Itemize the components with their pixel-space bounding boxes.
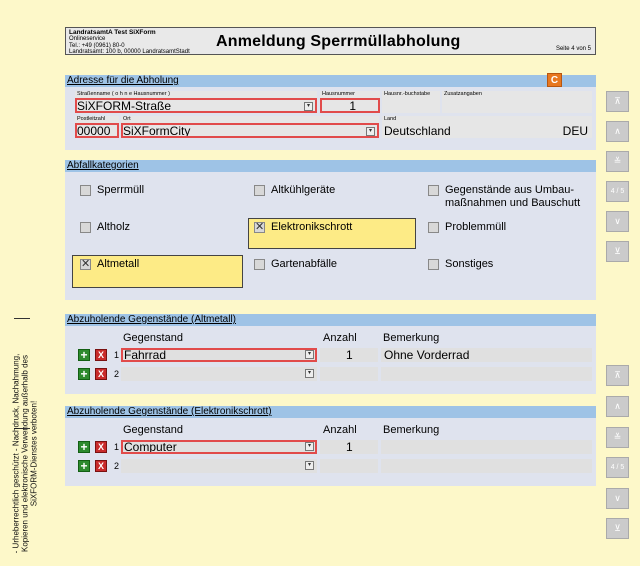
elektro-item-select[interactable]: Computer ▾ <box>121 440 317 454</box>
altmetall-note-input[interactable] <box>381 367 592 381</box>
dropdown-icon[interactable]: ▾ <box>305 442 314 451</box>
altmetall-item-select[interactable]: Fahrrad ▾ <box>121 348 317 362</box>
altmetall-note-input[interactable]: Ohne Vorderrad <box>381 348 592 362</box>
delete-row-button[interactable]: X <box>95 368 107 380</box>
checkbox-altholz[interactable] <box>80 222 91 233</box>
label-altmetall: Altmetall <box>97 258 140 270</box>
page-title: Anmeldung Sperrmüllabholung <box>216 33 461 50</box>
label-altkuehlgeraete: Altkühlgeräte <box>271 184 336 196</box>
street-dropdown-icon[interactable]: ▾ <box>304 102 313 111</box>
zip-value: 00000 <box>77 124 111 138</box>
altmetall-items-section <box>65 314 596 394</box>
altmetall-col-count: Anzahl <box>323 332 357 344</box>
checkbox-gartenabfaelle[interactable] <box>254 259 265 270</box>
nav-next-button[interactable]: ∨ <box>606 211 629 232</box>
elektro-item-select[interactable] <box>121 459 317 473</box>
zip-error-outline <box>75 123 119 138</box>
checkbox-sonstiges[interactable] <box>428 259 439 270</box>
add-row-button[interactable]: + <box>78 460 90 472</box>
country-label: Land <box>384 116 397 122</box>
label-problemmuell: Problemmüll <box>445 221 507 233</box>
housenr-suffix-label: Hausnr.-buchstabe <box>384 91 431 97</box>
checkbox-altmetall[interactable]: ✕ <box>81 258 91 270</box>
altmetall-col-item: Gegenstand <box>123 332 183 344</box>
checkbox-elektronikschrott[interactable]: ✕ <box>255 221 265 233</box>
dropdown-icon[interactable]: ▾ <box>305 461 314 470</box>
housenr-label: Hausnummer <box>322 91 356 97</box>
country-field <box>382 116 592 138</box>
row-number: 2 <box>114 369 120 379</box>
elektro-count-input[interactable]: 1 <box>320 440 378 454</box>
city-label: Ort <box>123 116 131 122</box>
elektro-col-note: Bemerkung <box>383 424 440 436</box>
street-error-outline <box>75 98 317 113</box>
nav-prev-button[interactable]: ∧ <box>606 396 629 417</box>
elektro-heading: Abzuholende Gegenstände (Elektronikschrott) <box>65 406 596 418</box>
nav-jump-button[interactable]: ≚ <box>606 427 629 448</box>
org-name: LandratsamtA Test SiXForm <box>69 29 156 36</box>
extra-info-field[interactable] <box>442 91 592 113</box>
housenr-value: 1 <box>349 99 356 113</box>
elektro-col-count: Anzahl <box>323 424 357 436</box>
altmetall-count-input[interactable]: 1 <box>320 348 378 362</box>
add-row-button[interactable]: + <box>78 368 90 380</box>
checkbox-sperrmuell[interactable] <box>80 185 91 196</box>
extra-info-label: Zusatzangaben <box>444 91 482 97</box>
item-error-outline <box>121 440 317 454</box>
nav-page-indicator: 4 / 5 <box>606 457 629 478</box>
altmetall-heading: Abzuholende Gegenstände (Altmetall) <box>65 314 596 326</box>
label-elektronikschrott: Elektronikschrott <box>271 221 353 233</box>
nav-last-button[interactable]: ⊻ <box>606 518 629 539</box>
delete-row-button[interactable]: X <box>95 349 107 361</box>
elektro-items-section <box>65 406 596 486</box>
nav-prev-button[interactable]: ∧ <box>606 121 629 142</box>
org-phone: Tel.: +49 (0961) 80-0 <box>69 42 125 49</box>
address-section <box>65 75 596 150</box>
org-address: Landratsamt: 100 b, 00000 LandratsamtStadt <box>69 48 190 55</box>
organization-info <box>69 30 190 55</box>
divider-line <box>14 318 30 319</box>
delete-row-button[interactable]: X <box>95 441 107 453</box>
country-value: Deutschland <box>384 124 451 138</box>
housenr-error-outline <box>320 98 380 113</box>
categories-heading: Abfallkategorien <box>65 160 596 172</box>
row-number: 1 <box>114 442 120 452</box>
city-field[interactable] <box>121 116 379 138</box>
row-number: 2 <box>114 461 120 471</box>
zip-field[interactable] <box>75 116 119 138</box>
elektro-note-input[interactable] <box>381 459 592 473</box>
label-altholz: Altholz <box>97 221 131 233</box>
dropdown-icon[interactable]: ▾ <box>305 369 314 378</box>
add-row-button[interactable]: + <box>78 441 90 453</box>
page-info: Seite 4 von 5 <box>555 46 591 52</box>
altmetall-count-input[interactable] <box>320 367 378 381</box>
country-code: DEU <box>562 124 588 138</box>
housenr-suffix-field[interactable] <box>382 91 440 113</box>
altmetall-col-note: Bemerkung <box>383 332 440 344</box>
label-sonstiges: Sonstiges <box>445 258 494 270</box>
street-label: Straßenname ( o h n e Hausnummer ) <box>77 91 170 97</box>
nav-first-button[interactable]: ⊼ <box>606 365 629 386</box>
label-gartenabfaelle: Gartenabfälle <box>271 258 338 270</box>
add-row-button[interactable]: + <box>78 349 90 361</box>
dropdown-icon[interactable]: ▾ <box>305 350 314 359</box>
checkbox-problemmuell[interactable] <box>428 222 439 233</box>
street-value: SiXFORM-Straße <box>77 99 172 113</box>
row-number: 1 <box>114 350 120 360</box>
checkbox-umbau[interactable] <box>428 185 439 196</box>
nav-next-button[interactable]: ∨ <box>606 488 629 509</box>
help-icon[interactable]: C <box>547 73 562 87</box>
elektro-col-item: Gegenstand <box>123 424 183 436</box>
address-heading: Adresse für die Abholung <box>65 75 596 87</box>
nav-page-indicator: 4 / 5 <box>606 181 629 202</box>
form-header <box>65 27 596 55</box>
label-sperrmuell: Sperrmüll <box>97 184 145 196</box>
copyright-notice: - Urheberrechtlich geschützt - Nachdruck, Nachahmung, Kopieren und elektronische Verwendung außerhalb des SiXFORM-Dienstes verboten! <box>11 353 39 554</box>
delete-row-button[interactable]: X <box>95 460 107 472</box>
org-line2: Onlineservice <box>69 36 106 43</box>
altmetall-item-select[interactable] <box>121 367 317 381</box>
housenr-field[interactable] <box>320 91 380 113</box>
checkbox-altkuehlgeraete[interactable] <box>254 185 265 196</box>
street-field[interactable] <box>75 91 317 113</box>
elektro-count-input[interactable] <box>320 459 378 473</box>
city-value: SiXFormCity <box>123 124 191 138</box>
city-dropdown-icon[interactable]: ▾ <box>366 127 375 136</box>
zip-label: Postleitzahl <box>77 116 106 122</box>
elektro-note-input[interactable] <box>381 440 592 454</box>
nav-first-button[interactable]: ⊼ <box>606 91 629 112</box>
categories-section <box>65 160 596 300</box>
item-error-outline <box>121 348 317 362</box>
nav-jump-button[interactable]: ≚ <box>606 151 629 172</box>
city-error-outline <box>121 123 379 138</box>
nav-last-button[interactable]: ⊻ <box>606 241 629 262</box>
label-umbau: Gegenstände aus Umbau- maßnahmen und Bauschutt <box>445 184 581 209</box>
